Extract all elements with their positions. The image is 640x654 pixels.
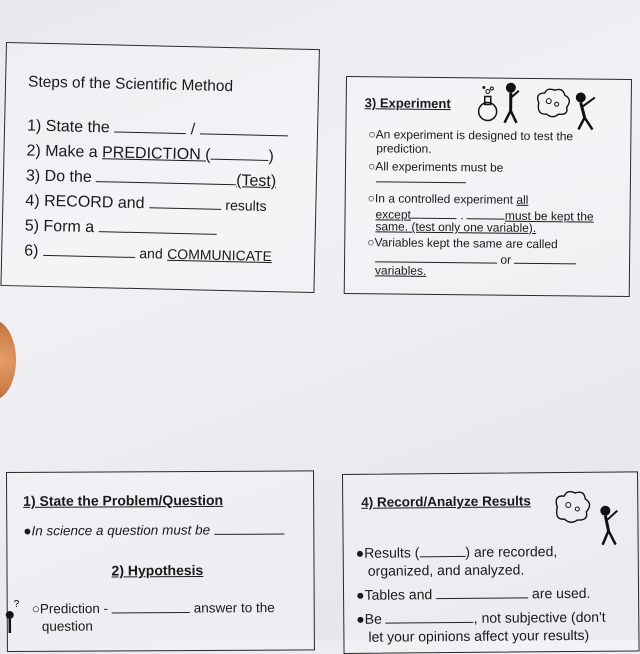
explosion-icon-2 xyxy=(551,487,593,527)
step-3: 3) Do the (Test) xyxy=(26,163,277,191)
experiment-title: 3) Experiment xyxy=(365,95,451,111)
surprised-scientist-icon-2 xyxy=(595,503,621,547)
surprised-scientist-icon xyxy=(570,89,598,131)
exp-bullet-3c: same. (test only one variable). xyxy=(375,219,536,235)
steps-title: Steps of the Scientific Method xyxy=(28,74,233,97)
question-figure-icon xyxy=(2,597,24,637)
experiment-box xyxy=(344,76,632,297)
explosion-icon xyxy=(533,85,573,119)
problem-title: 1) State the Problem/Question xyxy=(23,492,223,509)
step-2: 2) Make a PREDICTION ( ) xyxy=(26,138,274,166)
result-line-1b: organized, and analyzed. xyxy=(368,561,525,578)
problem-bullet: ●In science a question must be xyxy=(23,520,284,539)
exp-bullet-3b: except . must be kept the xyxy=(375,205,593,223)
exp-bullet-4c: variables. xyxy=(375,263,427,278)
result-line-2: ●Tables and are used. xyxy=(356,583,590,603)
svg-text:?: ? xyxy=(14,599,20,610)
thinking-scientist-icon xyxy=(498,81,522,125)
result-line-3: ●Be , not subjective (don't xyxy=(356,607,605,627)
exp-bullet-4b: or xyxy=(375,249,577,267)
bullet-icon: ● xyxy=(23,523,31,538)
thumb xyxy=(0,320,16,400)
problem-box xyxy=(6,470,315,652)
result-line-1: ●Results ( ) are recorded, xyxy=(356,541,558,561)
exp-bullet-4: ○Variables kept the same are called xyxy=(367,235,558,251)
bubbling-flask-icon xyxy=(475,84,501,122)
hypothesis-title: 2) Hypothesis xyxy=(111,562,203,578)
exp-blank-2 xyxy=(376,169,466,186)
step-4: 4) RECORD and results xyxy=(25,188,267,215)
results-title: 4) Record/Analyze Results xyxy=(361,493,531,509)
step-5: 5) Form a xyxy=(25,213,217,239)
prediction-line: ○Prediction - answer to the xyxy=(32,598,275,617)
step-6: 6) and COMMUNICATE xyxy=(24,238,272,266)
exp-bullet-2: ○All experiments must be xyxy=(368,159,503,174)
step-1: 1) State the / xyxy=(27,114,288,142)
results-box xyxy=(342,471,640,654)
exp-bullet-1: ○An experiment is designed to test the xyxy=(368,127,573,143)
result-line-3b: let your opinions affect your results) xyxy=(368,627,589,645)
prediction-line-2: question xyxy=(42,619,93,634)
exp-bullet-1b: prediction. xyxy=(376,141,432,156)
steps-box xyxy=(0,42,319,293)
exp-bullet-3: ○In a controlled experiment all xyxy=(368,191,529,207)
